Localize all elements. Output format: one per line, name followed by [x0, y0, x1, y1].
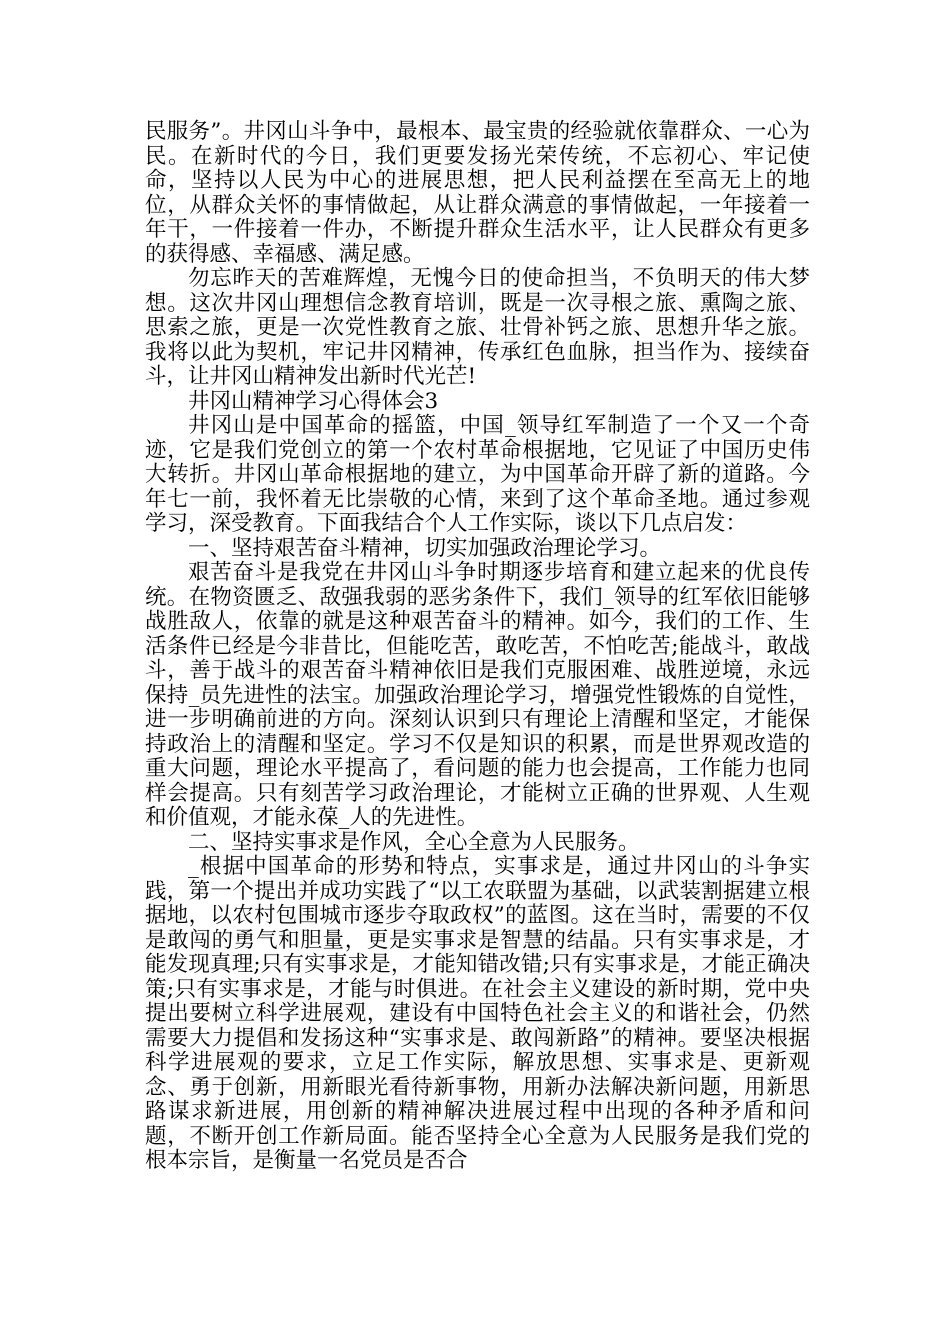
section-title: 井冈山精神学习心得体会3: [188, 388, 439, 414]
subheading-2: 二、坚持实事求是作风，全心全意为人民服务。: [188, 829, 640, 855]
paragraph-4: 艰苦奋斗是我党在井冈山斗争时期逐步培育和建立起来的优良传统。在物资匮乏、敌强我弱的恶劣条件下，我们_领导的红军依旧能够战胜敌人，依靠的就是这种艰苦奋斗的精神。如今，我们的工作、生活条件已经是今非昔比，但能吃苦，敢吃苦，不怕吃苦;能战斗，敢战斗，善于战斗的艰苦奋斗精神依旧是我们克服困难、战胜逆境，永远保持_员先进性的法宝。加强政治理论学习，增强党性锻炼的自觉性，进一步明确前进的方向。深刻认识到只有理论上清醒和坚定，才能保持政治上的清醒和坚定。学习不仅是知识的积累，而是世界观改造的重大问题，理论水平提高了，看问题的能力也会提高，工作能力也同样会提高。只有刻苦学习政治理论，才能树立正确的世界观、人生观和价值观，才能永葆_人的先进性。: [145, 560, 810, 830]
paragraph-2: 勿忘昨天的苦难辉煌，无愧今日的使命担当，不负明天的伟大梦想。这次井冈山理想信念教育培训，既是一次寻根之旅、熏陶之旅、思索之旅，更是一次党性教育之旅、壮骨补钙之旅、思想升华之旅。我将以此为契机，牢记井冈精神，传承红色血脉，担当作为、接续奋斗，让井冈山精神发出新时代光芒!: [145, 266, 810, 389]
paragraph-5: _根据中国革命的形势和特点，实事求是，通过井冈山的斗争实践，第一个提出并成功实践了“以工农联盟为基础，以武装割据建立根据地，以农村包围城市逐步夺取政权”的蓝图。这在当时，需要的不仅是敢闯的勇气和胆量，更是实事求是智慧的结晶。只有实事求是，才能发现真理;只有实事求是，才能知错改错;只有实事求是，才能正确决策;只有实事求是，才能与时俱进。在社会主义建设的新时期，党中央提出要树立科学进展观，建设有中国特色社会主义的和谐社会，仍然需要大力提倡和发扬这种“实事求是、敢闯新路”的精神。要坚决根据科学进展观的要求，立足工作实际，解放思想、实事求是、更新观念、勇于创新，用新眼光看待新事物，用新办法解决新问题，用新思路谋求新进展，用创新的精神解决进展过程中出现的各种矛盾和问题，不断开创工作新局面。能否坚持全心全意为人民服务是我们党的根本宗旨，是衡量一名党员是否合: [145, 854, 810, 1173]
subheading-1: 一、坚持艰苦奋斗精神，切实加强政治理论学习。: [188, 535, 662, 561]
document-body: [145, 120, 810, 1174]
paragraph-1: 民服务”。井冈山斗争中，最根本、最宝贵的经验就依靠群众、一心为民。在新时代的今日，我们更要发扬光荣传统，不忘初心、牢记使命，坚持以人民为中心的进展思想，把人民利益摆在至高无上的地位，从群众关怀的事情做起，从让群众满意的事情做起，一年接着一年干，一件接着一件办，不断提升群众生活水平，让人民群众有更多的获得感、幸福感、满足感。: [145, 119, 810, 267]
paragraph-3: 井冈山是中国革命的摇篮，中国_领导红军制造了一个又一个奇迹，它是我们党创立的第一个农村革命根据地，它见证了中国历史伟大转折。井冈山革命根据地的建立，为中国革命开辟了新的道路。今年七一前，我怀着无比崇敬的心情，来到了这个革命圣地。通过参观学习，深受教育。下面我结合个人工作实际，谈以下几点启发：: [145, 413, 810, 536]
